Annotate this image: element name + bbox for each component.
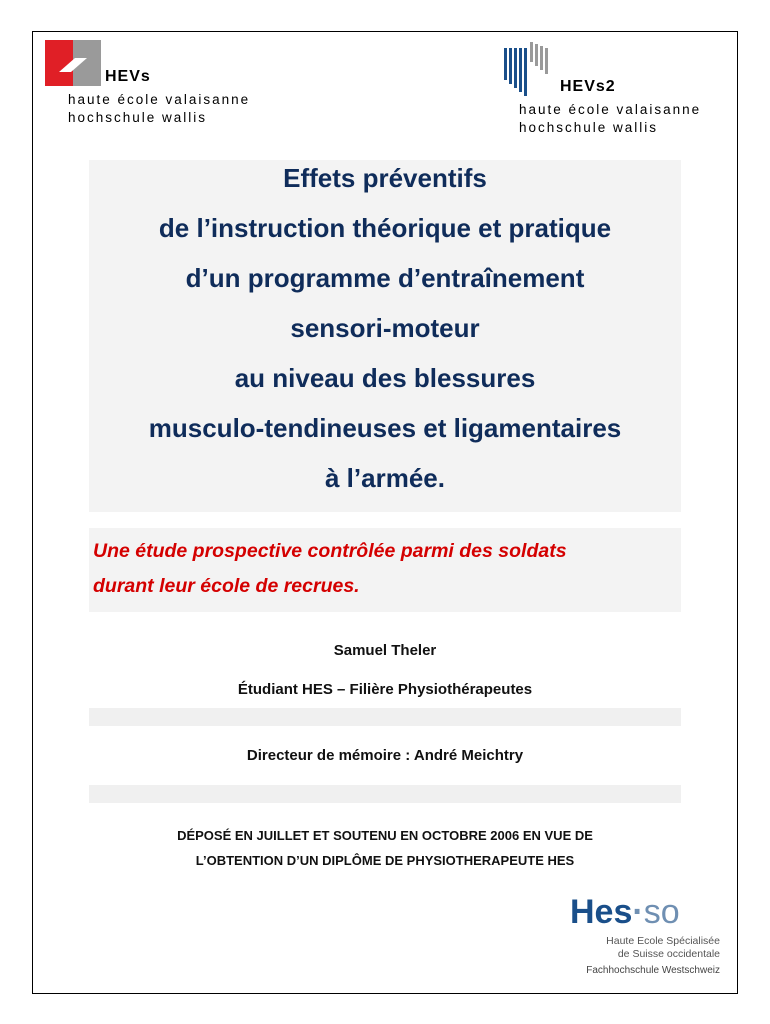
hesso-line2: de Suisse occidentale — [617, 948, 720, 960]
director-line: Directeur de mémoire : André Meichtry — [246, 747, 524, 764]
title-block — [89, 160, 681, 512]
hesso-brand-so: so — [643, 893, 680, 931]
hesso-brand-dot: · — [632, 893, 644, 931]
title-line-7: à l’armée. — [325, 463, 445, 493]
hevs-logo — [45, 40, 305, 130]
separator-bar-1 — [89, 708, 681, 726]
hesso-brand — [570, 893, 680, 932]
separator-bar-2 — [89, 785, 681, 803]
subtitle-block — [89, 528, 681, 612]
hesso-line3: Fachhochschule Westschweiz — [586, 965, 720, 976]
program-line: Étudiant HES – Filière Physiothérapeutes — [237, 681, 533, 698]
deposit-line-1: DÉPOSÉ EN JUILLET ET SOUTENU EN OCTOBRE 2006 EN VUE DE — [177, 828, 593, 843]
hevs2-line2: hochschule wallis — [519, 120, 659, 135]
hesso-line1: Haute Ecole Spécialisée — [606, 935, 720, 947]
hevs2-line1: haute école valaisanne — [519, 102, 702, 117]
author-name: Samuel Theler — [333, 642, 437, 659]
hevs-line2: hochschule wallis — [68, 110, 208, 125]
subtitle-line-2: durant leur école de recrues. — [93, 575, 360, 597]
title-line-5: au niveau des blessures — [234, 363, 536, 393]
hesso-logo — [560, 893, 730, 983]
hevs2-logo — [504, 40, 744, 140]
title-line-4: sensori-moteur — [290, 313, 480, 343]
hevs2-brand: HEVs2 — [560, 78, 616, 95]
hevs2-logo-mark — [504, 40, 552, 96]
subtitle-line-1: Une étude prospective contrôlée parmi des soldats — [93, 540, 567, 562]
title-line-2: de l’instruction théorique et pratique — [158, 213, 612, 243]
hevs-brand: HEVs — [105, 68, 151, 85]
title-line-3: d’un programme d’entraînement — [185, 263, 585, 293]
title-line-6: musculo-tendineuses et ligamentaires — [148, 413, 622, 443]
hesso-brand-main: Hes — [570, 893, 633, 931]
hevs-logo-mark — [45, 40, 101, 86]
hevs-line1: haute école valaisanne — [68, 92, 251, 107]
deposit-line-2: L’OBTENTION D’UN DIPLÔME DE PHYSIOTHERAPEUTE HES — [195, 853, 575, 868]
title-line-1: Effets préventifs — [283, 163, 487, 193]
